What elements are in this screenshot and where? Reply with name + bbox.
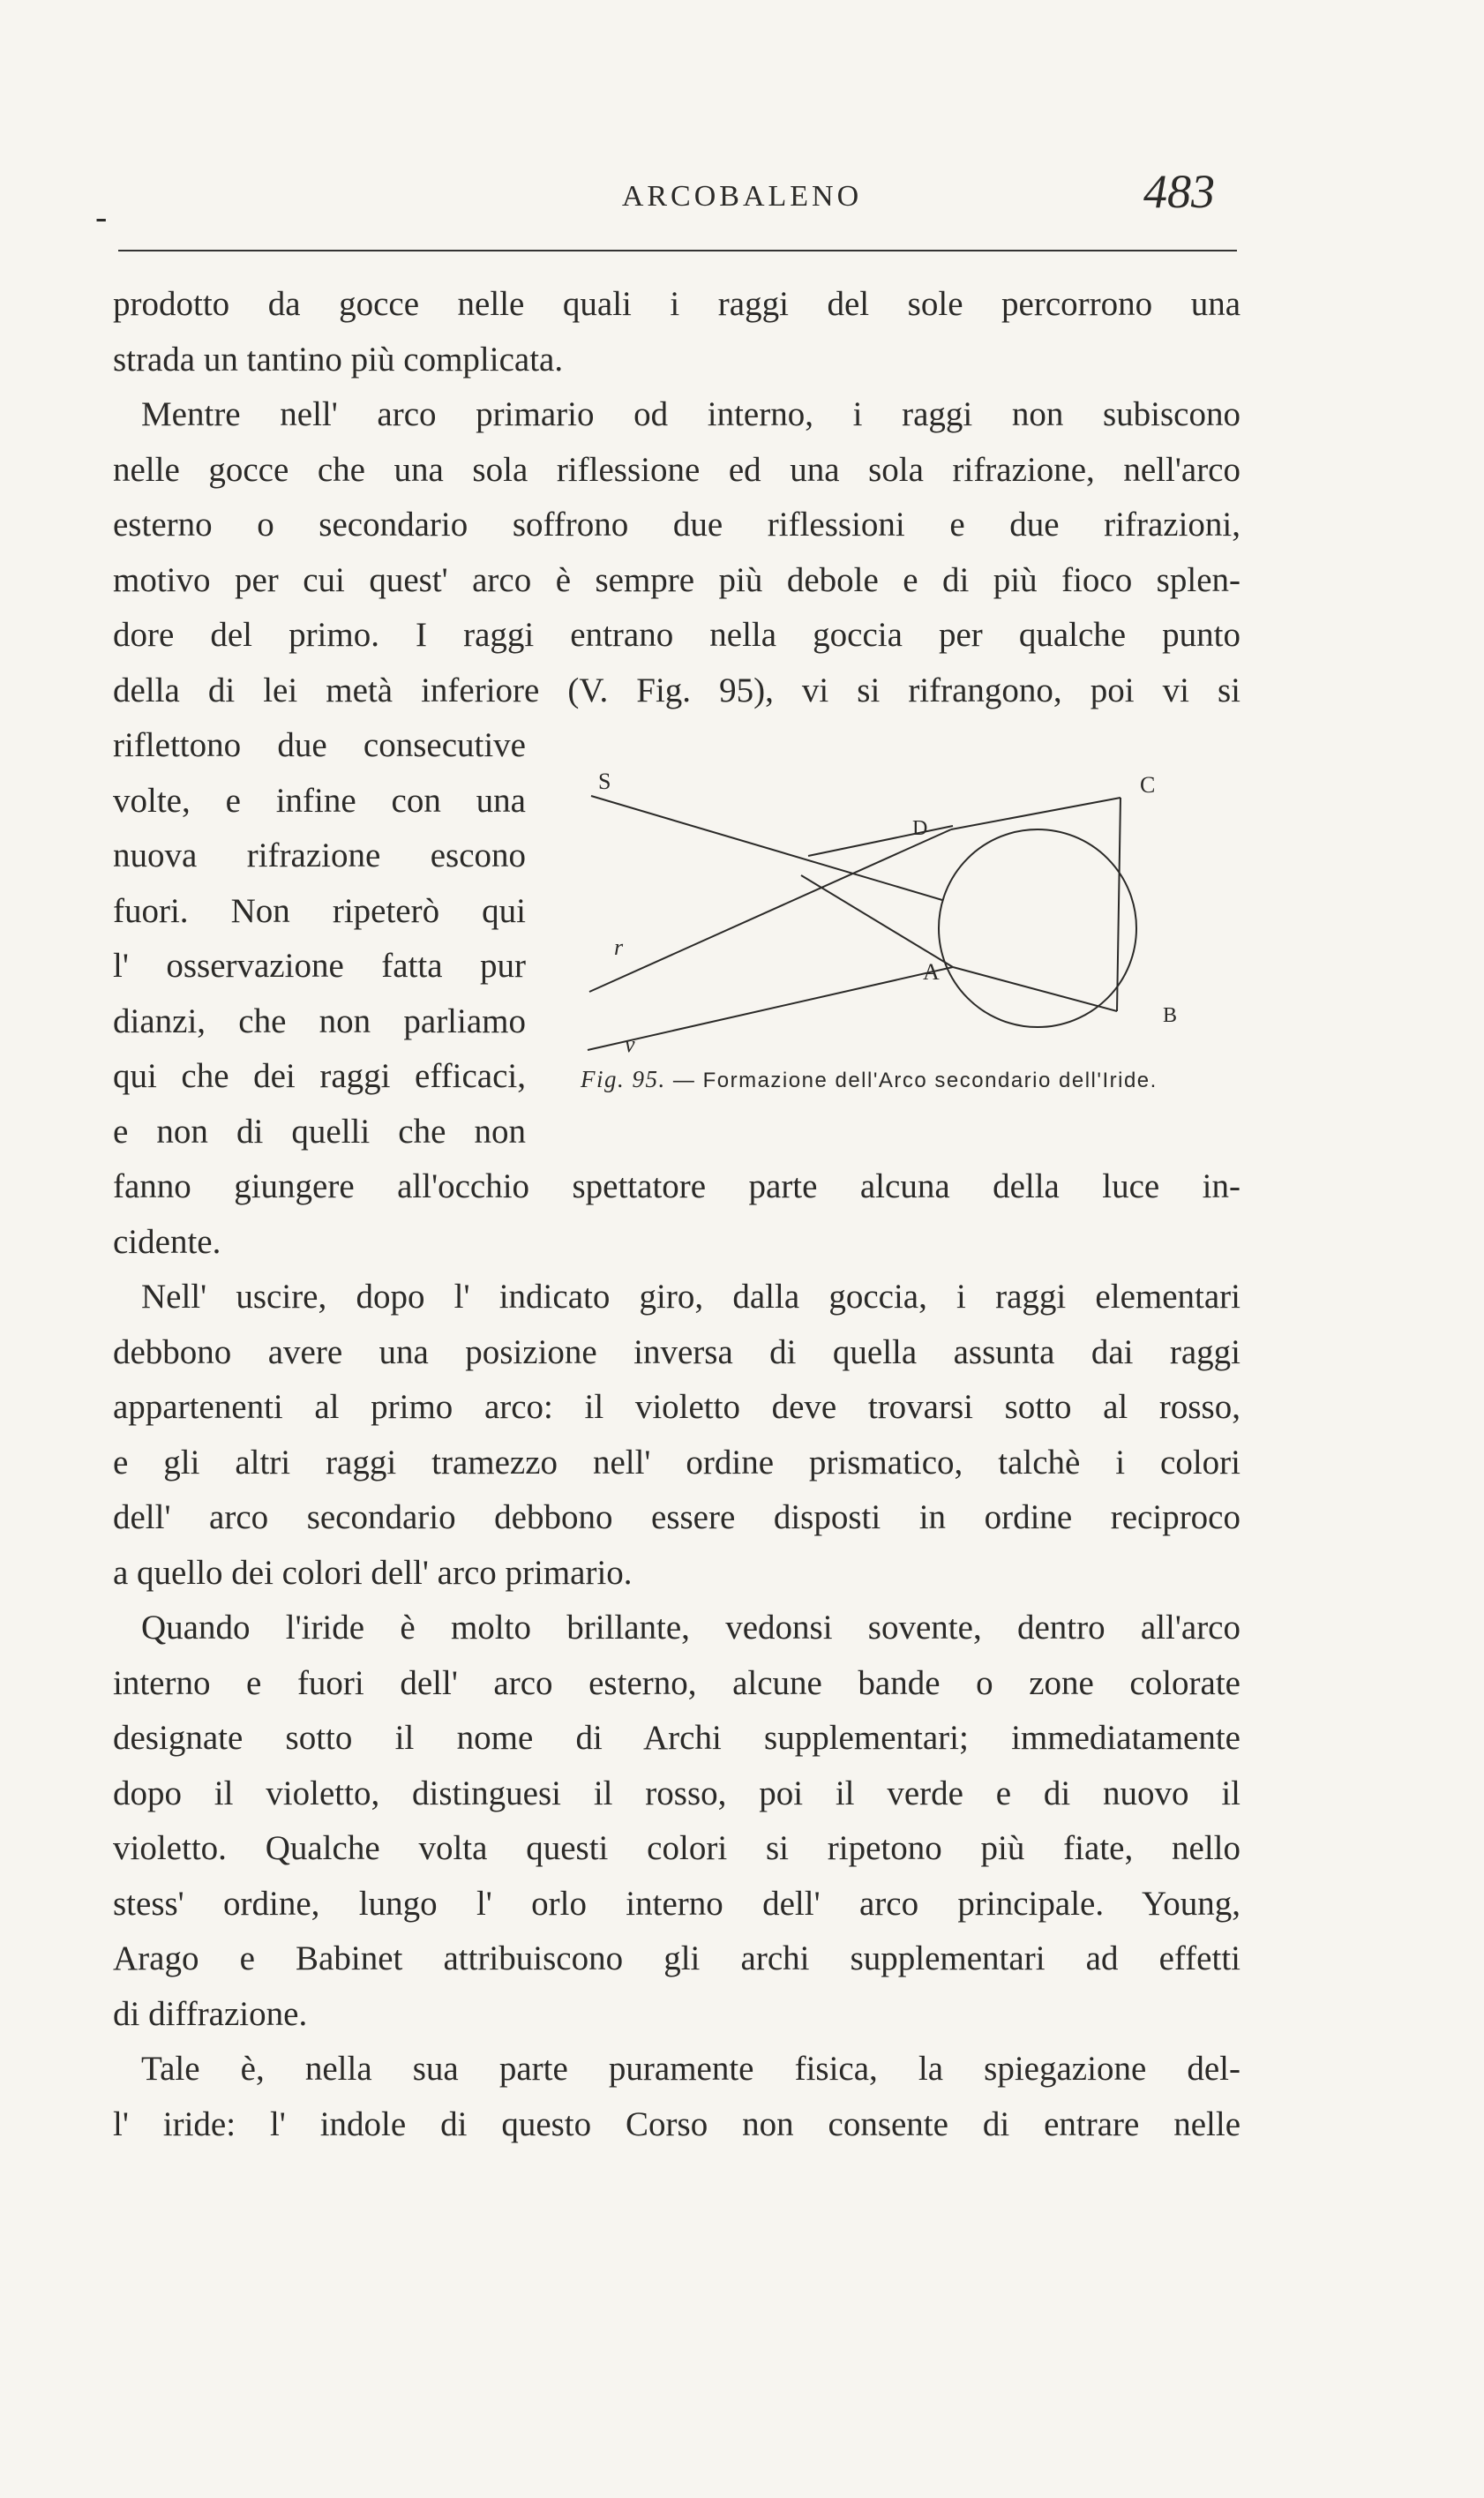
ray-s-to-a: [801, 875, 953, 967]
text-line: nelle gocce che una sola riflessione ed una sola rifrazione, nell'arco: [113, 450, 1240, 489]
label-C: C: [1140, 772, 1156, 798]
text-line: dianzi, che non parliamo: [113, 1001, 526, 1040]
label-v: v: [625, 1031, 635, 1057]
text-line: dell' arco secondario debbono essere disposti in ordine reciproco: [113, 1498, 1240, 1536]
text-line: e gli altri raggi tramezzo nell' ordine prismatico, talchè i colori: [113, 1443, 1240, 1482]
text-line: a quello dei colori dell' arco primario.: [113, 1553, 633, 1592]
running-head: ARCOBALENO: [621, 180, 863, 213]
caption-figure-number: Fig. 95.: [581, 1066, 666, 1092]
label-S: S: [598, 769, 611, 794]
text-line: Tale è, nella sua parte puramente fisica, la spiegazione del-: [141, 2050, 1240, 2088]
caption-text: — Formazione dell'Arco secondario dell'Iride.: [672, 1069, 1158, 1092]
text-line: designate sotto il nome di Archi supplementari; immediatamente: [113, 1719, 1240, 1757]
body-text: [113, 277, 1240, 2152]
text-line: appartenenti al primo arco: il violetto deve trovarsi sotto al rosso,: [113, 1388, 1240, 1426]
text-line: esterno o secondario soffrono due riflessioni e due rifrazioni,: [113, 506, 1240, 544]
text-line: motivo per cui quest' arco è sempre più debole e di più fioco splen-: [113, 560, 1240, 599]
text-line: Quando l'iride è molto brillante, vedonsi sovente, dentro all'arco: [141, 1609, 1240, 1647]
ray-b-to-a: [953, 967, 1117, 1011]
page-number: 483: [1143, 165, 1215, 218]
droplet-circle: [939, 829, 1136, 1027]
ray-r: [589, 829, 951, 992]
text-line: fanno giungere all'occhio spettatore parte alcuna della luce in-: [113, 1167, 1240, 1205]
figure-caption: [581, 1066, 1233, 1093]
text-line: dore del primo. I raggi entrano nella goccia per qualche punto: [113, 616, 1240, 654]
text-line: nuova rifrazione escono: [113, 836, 526, 874]
ray-incident: [591, 796, 942, 900]
label-D: D: [912, 817, 928, 840]
text-line: prodotto da gocce nelle quali i raggi del sole percorrono una: [113, 285, 1240, 323]
text-line: dopo il violetto, distinguesi il rosso, poi il verde e di nuovo il: [113, 1774, 1240, 1812]
chord-c-b: [1117, 798, 1120, 1011]
text-line: Mentre nell' arco primario od interno, i raggi non subiscono: [141, 395, 1240, 433]
text-line: riflettono due consecutive: [113, 726, 526, 764]
text-line: stess' ordine, lungo l' orlo interno dell' arco principale. Young,: [113, 1884, 1240, 1923]
text-line: qui che dei raggi efficaci,: [113, 1057, 526, 1095]
header-rule: [118, 250, 1237, 251]
text-line: della di lei metà inferiore (V. Fig. 95), vi si rifrangono, poi vi si: [113, 671, 1240, 709]
secondary-rainbow-diagram: [572, 743, 1242, 1078]
text-line: e non di quelli che non: [113, 1112, 526, 1151]
figure-95: [572, 743, 1242, 1114]
header-mark: -: [95, 197, 108, 236]
label-B: B: [1163, 1004, 1178, 1027]
text-line: l' osservazione fatta pur: [113, 947, 526, 985]
text-line: debbono avere una posizione inversa di quella assunta dai raggi: [113, 1332, 1240, 1371]
text-line: fuori. Non ripeterò qui: [113, 891, 526, 930]
label-r: r: [614, 934, 624, 960]
ray-crossing-a: [808, 826, 953, 856]
text-line: cidente.: [113, 1222, 221, 1261]
text-line: Arago e Babinet attribuiscono gli archi supplementari ad effetti: [113, 1939, 1240, 1977]
label-A: A: [923, 959, 940, 985]
ray-d-to-c: [951, 798, 1120, 829]
text-line: l' iride: l' indole di questo Corso non consente di entrare nelle: [113, 2104, 1240, 2143]
text-line: volte, e infine con una: [113, 781, 526, 820]
text-line: strada un tantino più complicata.: [113, 340, 564, 379]
ray-emergent: [588, 967, 953, 1050]
text-line: interno e fuori dell' arco esterno, alcune bande o zone colorate: [113, 1663, 1240, 1702]
text-line: di diffrazione.: [113, 1994, 308, 2033]
text-line: Nell' uscire, dopo l' indicato giro, dalla goccia, i raggi elementari: [141, 1278, 1240, 1316]
text-line: violetto. Qualche volta questi colori si ripetono più fiate, nello: [113, 1829, 1240, 1867]
